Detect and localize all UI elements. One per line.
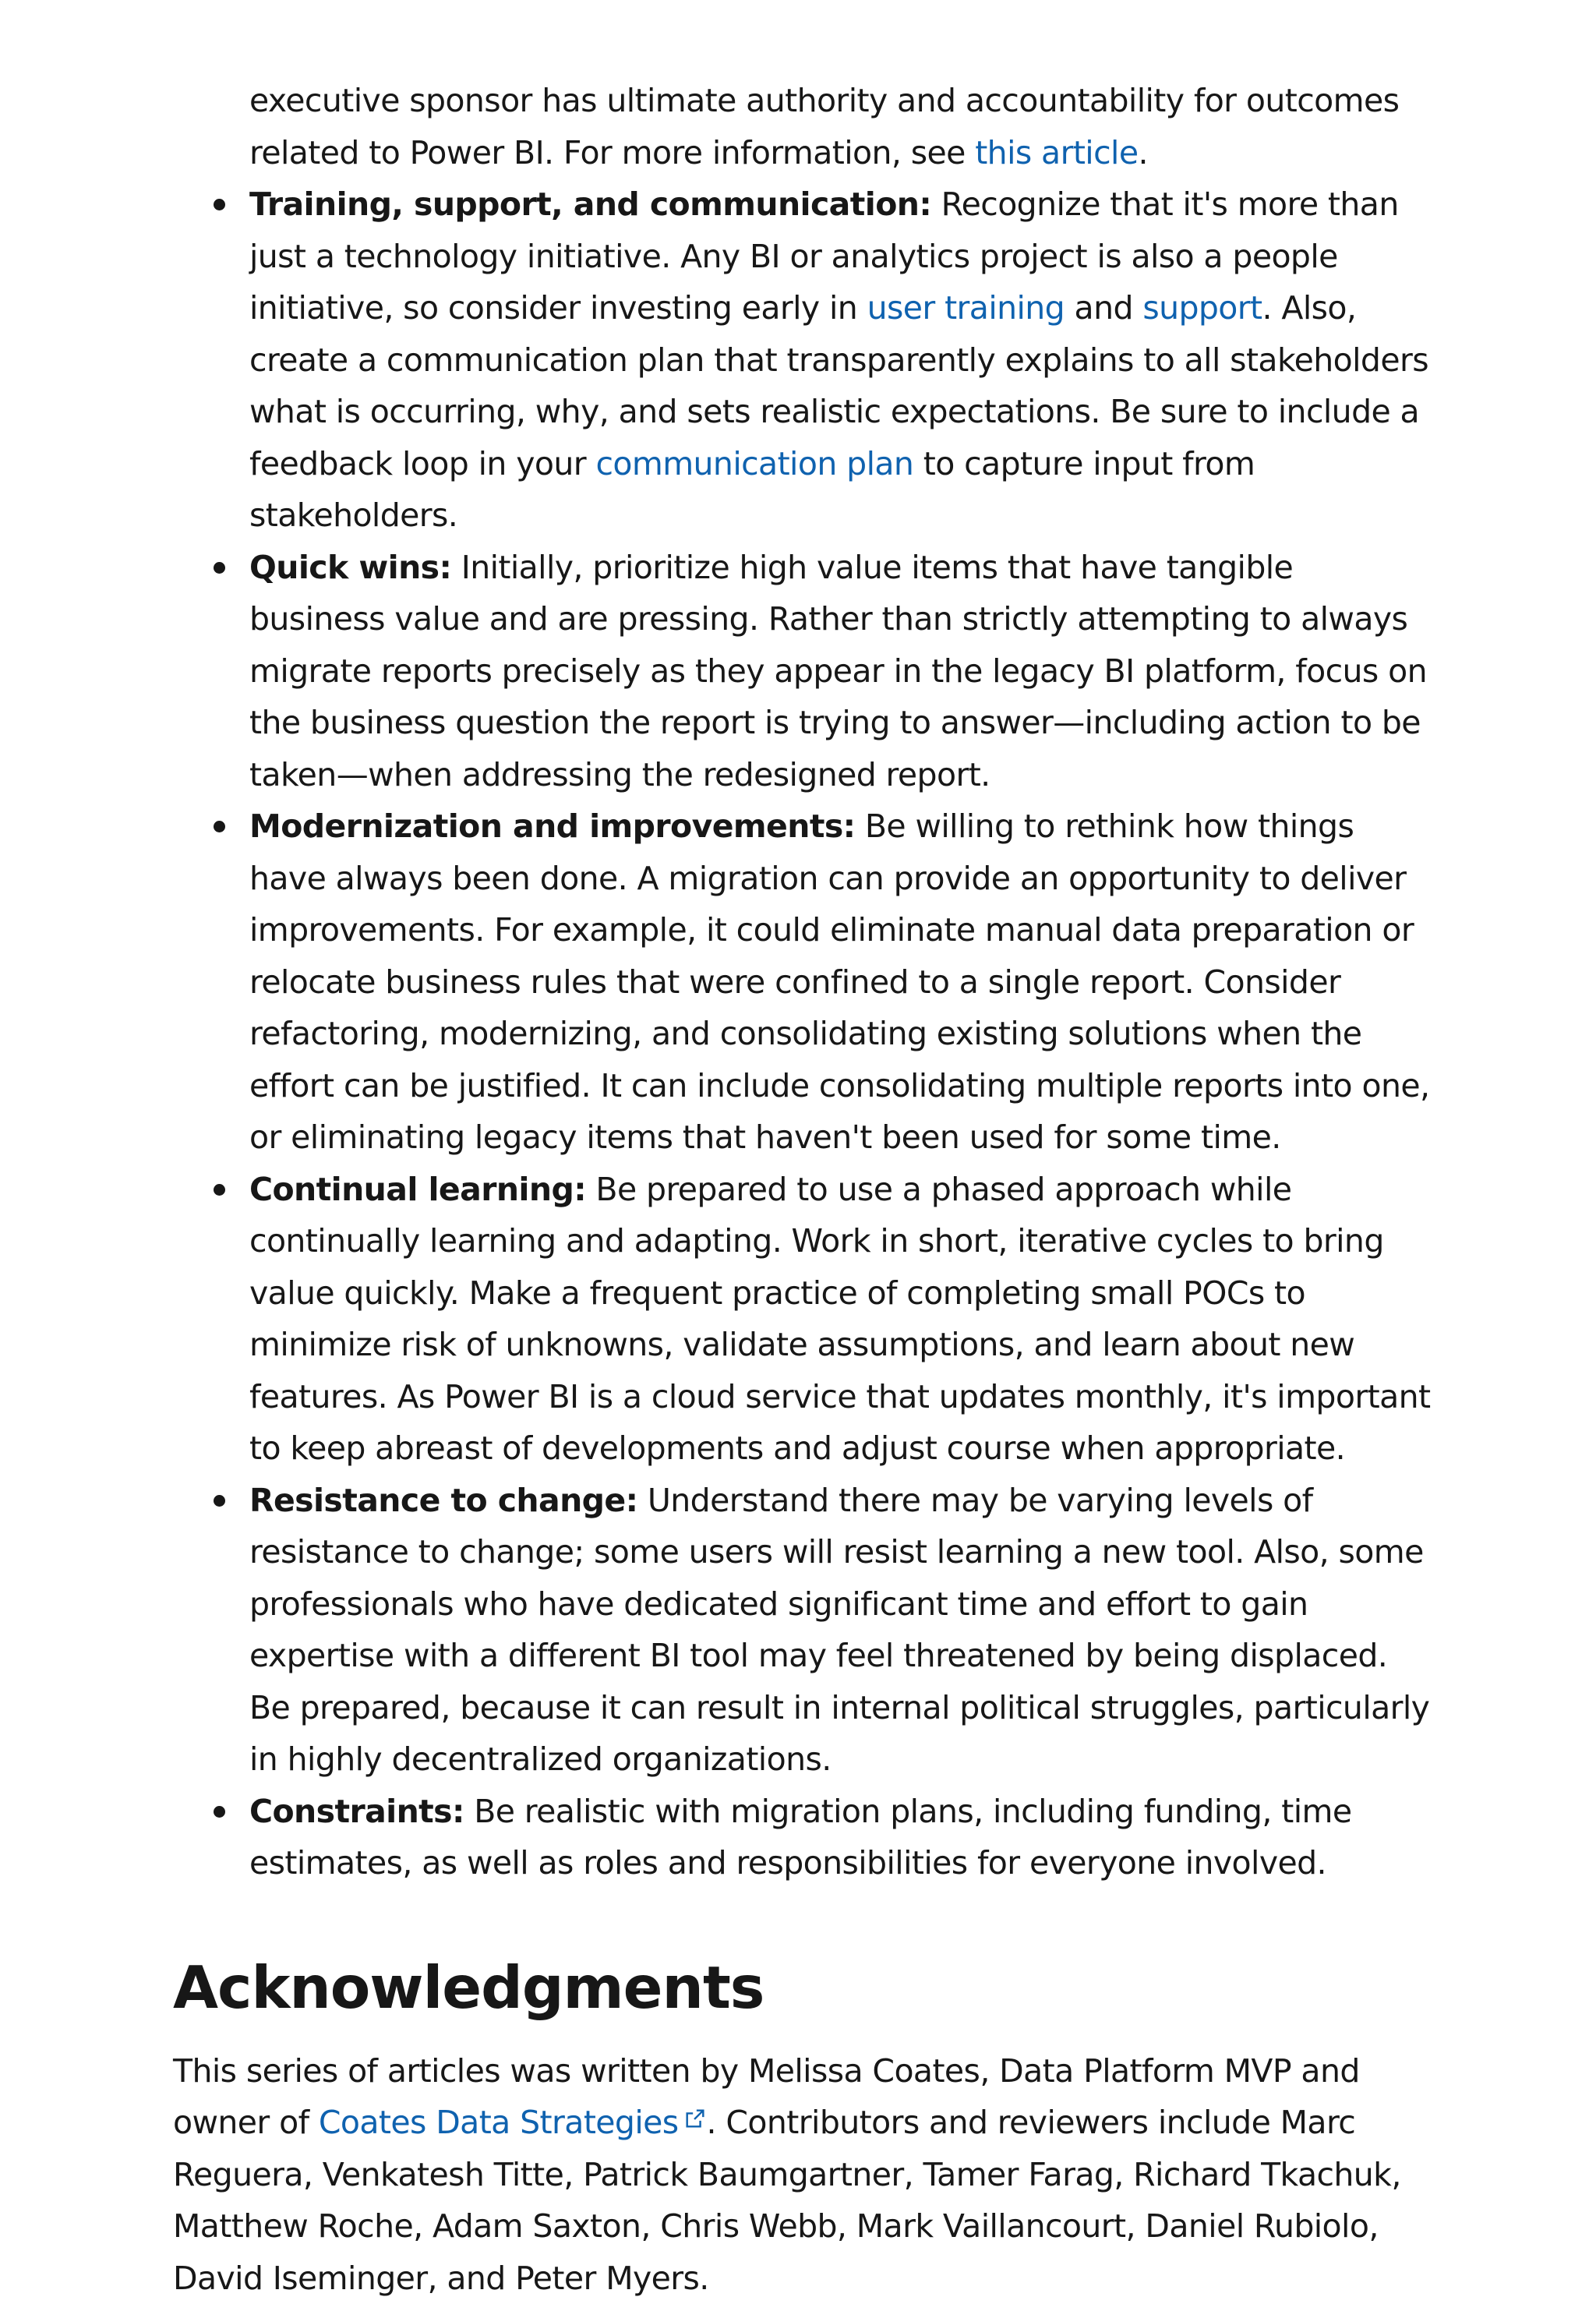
list-item-training (173, 178, 1435, 542)
support-link[interactable]: support (1142, 289, 1262, 327)
intro-end: . (1138, 134, 1147, 171)
user-training-link[interactable]: user training (867, 289, 1065, 327)
training-text-2: and (1065, 289, 1142, 327)
training-text-4: to capture input from stakeholders. (249, 445, 1255, 535)
training-text-3: . Also, create a communication plan that transparently explains to all stakeholders what is occurring, why, and sets realistic expectations. Be sure to include a feedback loop in your (249, 289, 1428, 482)
considerations-list (173, 178, 1435, 1889)
term-training: Training, support, and communication: (249, 186, 931, 223)
coates-data-strategies-link[interactable] (319, 2104, 707, 2141)
term-resistance: Resistance to change: (249, 1482, 637, 1519)
coates-link-label: Coates Data Strategies (319, 2104, 679, 2141)
ack-text-2: . Contributors and reviewers include Marc Reguera, Venkatesh Titte, Patrick Baumgartner, Tamer Farag, Richard Tkachuk, Matthew Roche, Adam Saxton, Chris Webb, Mark Vaillancourt, Daniel Rubiolo, David Iseminger, and Peter Myers. (173, 2104, 1401, 2297)
constraints-text: Be realistic with migration plans, including funding, time estimates, as well as roles and responsibilities for everyone involved. (249, 1793, 1351, 1882)
list-item-resistance (173, 1475, 1435, 1786)
list-item-quick-wins (173, 542, 1435, 801)
acknowledgments-heading: Acknowledgments (173, 1950, 1435, 2025)
this-article-link[interactable]: this article (975, 134, 1138, 171)
term-modernization: Modernization and improvements: (249, 807, 855, 845)
continual-learning-text: Be prepared to use a phased approach while continually learning and adapting. Work in short, iterative cycles to bring value quickly. Make a frequent practice of completing small POCs to minimize risk of unknowns, validate assumptions, and learn about new features. As Power BI is a cloud service that updates monthly, it's important to keep abreast of developments and adjust course when appropriate. (249, 1171, 1430, 1468)
acknowledgments-paragraph (173, 2045, 1435, 2304)
quick-wins-text: Initially, prioritize high value items that have tangible business value and are pressing. Rather than strictly attempting to always migrate reports precisely as they appear in the legacy BI platform, focus on the business question the report is trying to answer—including action to be taken—when addressing the redesigned report. (249, 549, 1427, 793)
list-item-constraints (173, 1786, 1435, 1889)
modernization-text: Be willing to rethink how things have always been done. A migration can provide an opportunity to deliver improvements. For example, it could eliminate manual data preparation or relocate business rules that were confined to a single report. Consider refactoring, modernizing, and consolidating existing solutions when the effort can be justified. It can include consolidating multiple reports into one, or eliminating legacy items that haven't been used for some time. (249, 807, 1429, 1156)
term-continual-learning: Continual learning: (249, 1171, 586, 1208)
resistance-text: Understand there may be varying levels of resistance to change; some users will resist learning a new tool. Also, some professionals who have dedicated significant time and effort to gain expertise with a different BI tool may feel threatened by being displaced. Be prepared, because it can result in internal political struggles, particularly in highly decentralized organizations. (249, 1482, 1429, 1779)
list-item-modernization (173, 800, 1435, 1164)
list-item-continual-learning (173, 1164, 1435, 1475)
intro-paragraph (249, 75, 1435, 178)
term-constraints: Constraints: (249, 1793, 464, 1830)
ack-text-1: This series of articles was written by Melissa Coates, Data Platform MVP and owner of (173, 2052, 1360, 2142)
training-text-1: Recognize that it's more than just a technology initiative. Any BI or analytics project is also a people initiative, so consider investing early in (249, 186, 1399, 327)
term-quick-wins: Quick wins: (249, 549, 451, 586)
intro-text: executive sponsor has ultimate authority and accountability for outcomes related to Power BI. For more information, see (249, 82, 1399, 171)
communication-plan-link[interactable]: communication plan (595, 445, 913, 482)
article-content (173, 75, 1435, 2304)
external-link-icon (683, 2107, 707, 2130)
